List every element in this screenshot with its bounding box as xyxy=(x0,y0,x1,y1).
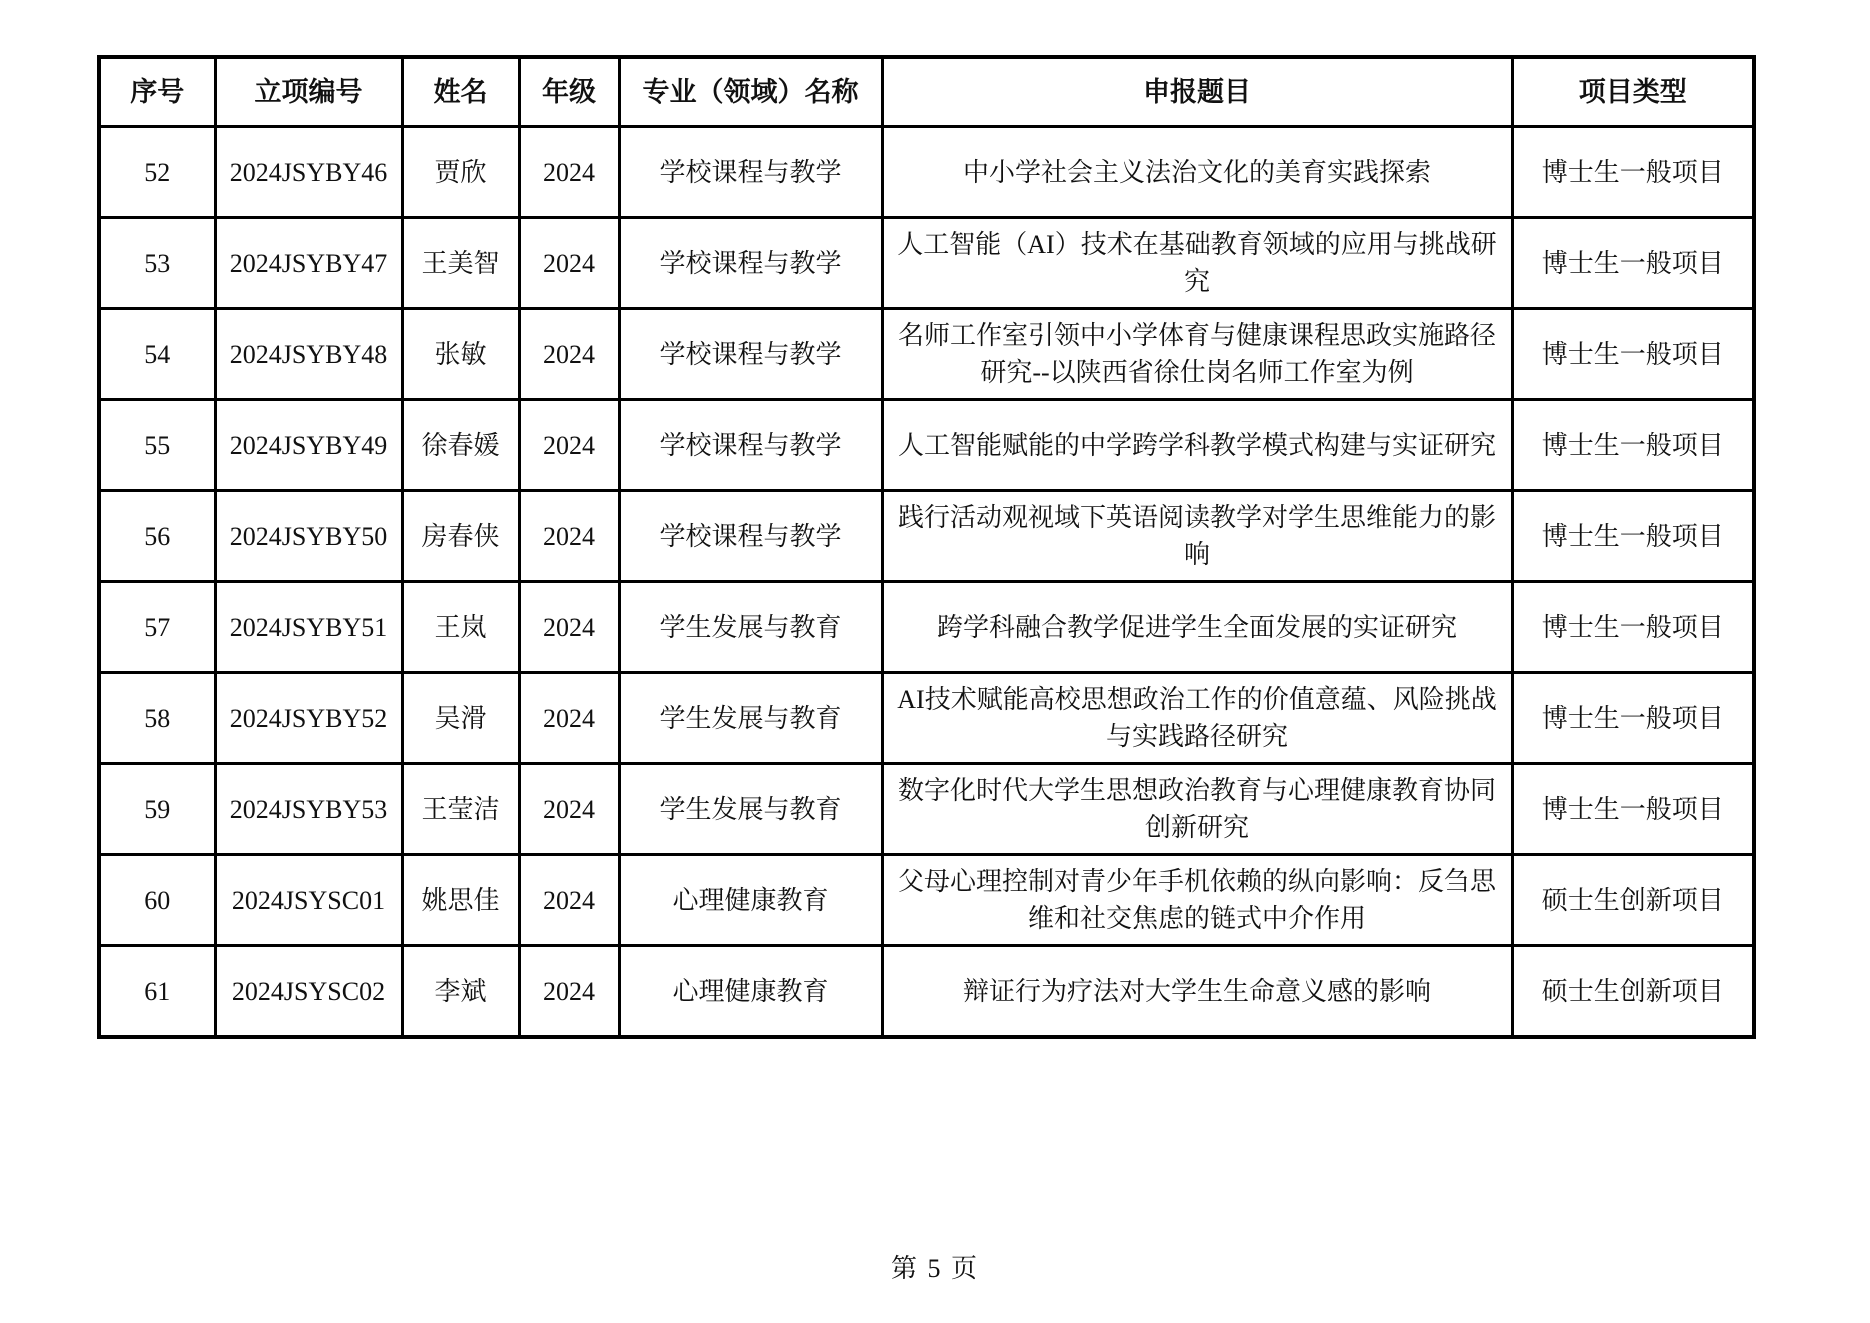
table-cell: 2024 xyxy=(519,582,619,673)
table-cell: 姚思佳 xyxy=(402,855,519,946)
table-row xyxy=(99,218,1754,309)
table-cell: 2024 xyxy=(519,127,619,218)
table-cell: 数字化时代大学生思想政治教育与心理健康教育协同创新研究 xyxy=(882,764,1512,855)
table-cell: 博士生一般项目 xyxy=(1512,127,1754,218)
table-cell: 2024JSYBY52 xyxy=(215,673,402,764)
header-serial-number: 序号 xyxy=(99,57,215,127)
table-cell: 硕士生创新项目 xyxy=(1512,946,1754,1038)
table-cell: 学生发展与教育 xyxy=(619,673,882,764)
table-cell: 博士生一般项目 xyxy=(1512,400,1754,491)
table-cell: 人工智能赋能的中学跨学科教学模式构建与实证研究 xyxy=(882,400,1512,491)
table-cell: 2024JSYBY53 xyxy=(215,764,402,855)
header-title: 申报题目 xyxy=(882,57,1512,127)
projects-table xyxy=(97,55,1756,1039)
table-cell: 2024 xyxy=(519,855,619,946)
table-cell: 52 xyxy=(99,127,215,218)
table-cell: 2024 xyxy=(519,309,619,400)
table-cell: 2024JSYSC02 xyxy=(215,946,402,1038)
table-cell: 学生发展与教育 xyxy=(619,764,882,855)
table-cell: 57 xyxy=(99,582,215,673)
table-row xyxy=(99,855,1754,946)
table-cell: 2024 xyxy=(519,946,619,1038)
page-number: 第 5 页 xyxy=(890,1254,979,1283)
table-cell: 硕士生创新项目 xyxy=(1512,855,1754,946)
table-row xyxy=(99,946,1754,1038)
table-cell: 2024 xyxy=(519,491,619,582)
table-cell: 60 xyxy=(99,855,215,946)
table-cell: 2024JSYBY51 xyxy=(215,582,402,673)
table-cell: 贾欣 xyxy=(402,127,519,218)
table-header-row xyxy=(99,57,1754,127)
table-cell: 心理健康教育 xyxy=(619,855,882,946)
table-cell: AI技术赋能高校思想政治工作的价值意蕴、风险挑战与实践路径研究 xyxy=(882,673,1512,764)
table-row xyxy=(99,127,1754,218)
table-cell: 2024JSYBY47 xyxy=(215,218,402,309)
table-cell: 人工智能（AI）技术在基础教育领域的应用与挑战研究 xyxy=(882,218,1512,309)
table-cell: 53 xyxy=(99,218,215,309)
table-cell: 中小学社会主义法治文化的美育实践探索 xyxy=(882,127,1512,218)
table-row xyxy=(99,491,1754,582)
table-cell: 践行活动观视域下英语阅读教学对学生思维能力的影响 xyxy=(882,491,1512,582)
header-name: 姓名 xyxy=(402,57,519,127)
header-project-type: 项目类型 xyxy=(1512,57,1754,127)
table-cell: 张敏 xyxy=(402,309,519,400)
header-project-code: 立项编号 xyxy=(215,57,402,127)
table-cell: 59 xyxy=(99,764,215,855)
table-cell: 辩证行为疗法对大学生生命意义感的影响 xyxy=(882,946,1512,1038)
table-cell: 李斌 xyxy=(402,946,519,1038)
table-cell: 吴滑 xyxy=(402,673,519,764)
table-cell: 2024 xyxy=(519,400,619,491)
table-cell: 博士生一般项目 xyxy=(1512,582,1754,673)
table-cell: 56 xyxy=(99,491,215,582)
table-row xyxy=(99,309,1754,400)
table-cell: 跨学科融合教学促进学生全面发展的实证研究 xyxy=(882,582,1512,673)
table-cell: 学校课程与教学 xyxy=(619,218,882,309)
table-cell: 2024 xyxy=(519,764,619,855)
table-cell: 学校课程与教学 xyxy=(619,400,882,491)
table-cell: 54 xyxy=(99,309,215,400)
table-cell: 学生发展与教育 xyxy=(619,582,882,673)
table-cell: 61 xyxy=(99,946,215,1038)
table-cell: 房春侠 xyxy=(402,491,519,582)
table-cell: 2024JSYBY49 xyxy=(215,400,402,491)
table-cell: 2024JSYBY46 xyxy=(215,127,402,218)
table-cell: 王岚 xyxy=(402,582,519,673)
table-row xyxy=(99,582,1754,673)
table-cell: 博士生一般项目 xyxy=(1512,491,1754,582)
header-grade: 年级 xyxy=(519,57,619,127)
table-cell: 2024 xyxy=(519,218,619,309)
table-cell: 2024JSYBY50 xyxy=(215,491,402,582)
table-cell: 2024JSYSC01 xyxy=(215,855,402,946)
table-cell: 名师工作室引领中小学体育与健康课程思政实施路径研究--以陕西省徐仕岗名师工作室为例 xyxy=(882,309,1512,400)
table-cell: 2024 xyxy=(519,673,619,764)
header-major: 专业（领域）名称 xyxy=(619,57,882,127)
table-cell: 博士生一般项目 xyxy=(1512,309,1754,400)
table-row xyxy=(99,400,1754,491)
table-cell: 王莹洁 xyxy=(402,764,519,855)
table-cell: 徐春媛 xyxy=(402,400,519,491)
table-cell: 55 xyxy=(99,400,215,491)
table-cell: 2024JSYBY48 xyxy=(215,309,402,400)
table-body xyxy=(99,127,1754,1038)
table-cell: 学校课程与教学 xyxy=(619,309,882,400)
table-cell: 学校课程与教学 xyxy=(619,127,882,218)
table-cell: 博士生一般项目 xyxy=(1512,218,1754,309)
table-row xyxy=(99,673,1754,764)
table-cell: 父母心理控制对青少年手机依赖的纵向影响：反刍思维和社交焦虑的链式中介作用 xyxy=(882,855,1512,946)
table-row xyxy=(99,764,1754,855)
table-cell: 心理健康教育 xyxy=(619,946,882,1038)
table-cell: 58 xyxy=(99,673,215,764)
table-cell: 王美智 xyxy=(402,218,519,309)
table-cell: 博士生一般项目 xyxy=(1512,673,1754,764)
table-cell: 学校课程与教学 xyxy=(619,491,882,582)
table-cell: 博士生一般项目 xyxy=(1512,764,1754,855)
